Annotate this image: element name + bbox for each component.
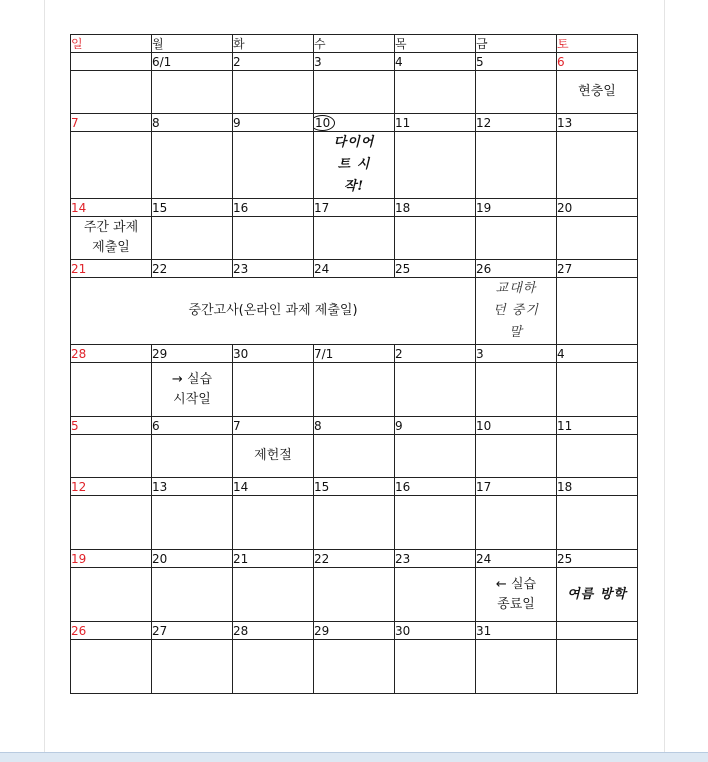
date-cell: 8 (314, 417, 395, 435)
date-cell: 22 (152, 260, 233, 278)
date-cell (71, 53, 152, 71)
date-cell: 17 (476, 478, 557, 496)
date-cell: 4 (395, 53, 476, 71)
event-cell (233, 71, 314, 114)
event-memorial-day: 현충일 (557, 71, 638, 114)
weekday-mon: 월 (152, 35, 233, 53)
event-row (71, 568, 638, 622)
date-row (71, 622, 638, 640)
date-cell: 13 (152, 478, 233, 496)
date-cell: 10 (476, 417, 557, 435)
date-cell: 15 (152, 199, 233, 217)
event-cell (557, 363, 638, 417)
event-cell (233, 217, 314, 260)
event-cell (233, 496, 314, 550)
event-cell (71, 496, 152, 550)
date-cell-circled (314, 114, 395, 132)
date-cell: 4 (557, 345, 638, 363)
date-row (71, 114, 638, 132)
date-cell: 16 (395, 478, 476, 496)
event-row (71, 132, 638, 199)
date-cell: 2 (395, 345, 476, 363)
date-cell: 20 (152, 550, 233, 568)
date-cell: 6 (557, 53, 638, 71)
handwritten-note: 다이어트 시작! (333, 135, 375, 194)
date-cell: 28 (71, 345, 152, 363)
date-row (71, 345, 638, 363)
event-cell (233, 640, 314, 694)
date-cell: 31 (476, 622, 557, 640)
page-margin-right (664, 0, 665, 752)
event-diet-start (314, 132, 395, 199)
event-cell (395, 496, 476, 550)
event-cell (314, 71, 395, 114)
event-row (71, 435, 638, 478)
date-cell: 12 (71, 478, 152, 496)
date-row (71, 199, 638, 217)
event-cell (152, 132, 233, 199)
date-cell: 18 (395, 199, 476, 217)
event-cell (395, 435, 476, 478)
viewer-bottom-bar (0, 752, 708, 762)
date-cell: 23 (233, 260, 314, 278)
event-cell (71, 640, 152, 694)
date-cell: 29 (152, 345, 233, 363)
event-practice-end (476, 568, 557, 622)
weekday-fri: 금 (476, 35, 557, 53)
event-row (71, 278, 638, 345)
date-cell: 30 (233, 345, 314, 363)
date-cell: 25 (395, 260, 476, 278)
event-cell (314, 496, 395, 550)
date-cell: 19 (476, 199, 557, 217)
event-constitution-day: 제헌절 (233, 435, 314, 478)
event-cell (476, 132, 557, 199)
event-handwritten-fri (476, 278, 557, 345)
event-cell (395, 568, 476, 622)
event-cell (557, 132, 638, 199)
event-cell (395, 132, 476, 199)
date-cell: 9 (233, 114, 314, 132)
event-cell (395, 363, 476, 417)
event-cell (557, 496, 638, 550)
event-cell (395, 71, 476, 114)
event-cell (314, 435, 395, 478)
date-cell: 7 (233, 417, 314, 435)
event-cell (314, 640, 395, 694)
date-cell: 12 (476, 114, 557, 132)
date-cell: 30 (395, 622, 476, 640)
date-cell: 23 (395, 550, 476, 568)
date-cell: 25 (557, 550, 638, 568)
page-margin-left (44, 0, 45, 752)
event-cell (152, 568, 233, 622)
event-cell (233, 568, 314, 622)
event-cell (476, 496, 557, 550)
event-cell (395, 640, 476, 694)
date-cell: 21 (71, 260, 152, 278)
event-cell (476, 363, 557, 417)
date-cell: 18 (557, 478, 638, 496)
date-cell: 24 (314, 260, 395, 278)
date-cell: 11 (557, 417, 638, 435)
event-cell (476, 640, 557, 694)
date-cell: 6 (152, 417, 233, 435)
date-cell: 3 (476, 345, 557, 363)
date-cell: 26 (476, 260, 557, 278)
date-cell: 17 (314, 199, 395, 217)
event-weekly-assignment (71, 217, 152, 260)
weekday-thu: 목 (395, 35, 476, 53)
event-text: 주간 과제 제출일 (83, 220, 139, 255)
event-cell (314, 363, 395, 417)
date-cell: 2 (233, 53, 314, 71)
date-cell: 27 (152, 622, 233, 640)
date-cell: 5 (71, 417, 152, 435)
event-cell (557, 435, 638, 478)
event-cell (152, 217, 233, 260)
event-cell (233, 363, 314, 417)
event-cell (71, 71, 152, 114)
weekday-wed: 수 (314, 35, 395, 53)
date-cell (557, 622, 638, 640)
event-row (71, 640, 638, 694)
date-row (71, 417, 638, 435)
date-cell: 14 (233, 478, 314, 496)
event-cell (314, 217, 395, 260)
date-row (71, 550, 638, 568)
date-cell: 9 (395, 417, 476, 435)
event-cell (395, 217, 476, 260)
event-cell (71, 363, 152, 417)
event-cell (476, 217, 557, 260)
event-cell (557, 217, 638, 260)
date-cell: 22 (314, 550, 395, 568)
event-cell (71, 435, 152, 478)
date-row (71, 53, 638, 71)
event-cell (557, 278, 638, 345)
date-cell: 14 (71, 199, 152, 217)
date-cell: 6/1 (152, 53, 233, 71)
event-cell (152, 71, 233, 114)
date-cell: 19 (71, 550, 152, 568)
date-cell: 26 (71, 622, 152, 640)
date-cell: 13 (557, 114, 638, 132)
event-row (71, 363, 638, 417)
event-cell (152, 640, 233, 694)
date-cell: 16 (233, 199, 314, 217)
date-cell: 5 (476, 53, 557, 71)
event-row (71, 217, 638, 260)
date-cell: 15 (314, 478, 395, 496)
date-cell: 28 (233, 622, 314, 640)
circled-date: 10 (314, 115, 336, 131)
event-row (71, 496, 638, 550)
date-cell: 3 (314, 53, 395, 71)
date-cell: 21 (233, 550, 314, 568)
event-cell (152, 496, 233, 550)
event-cell (476, 71, 557, 114)
event-row (71, 71, 638, 114)
date-row (71, 478, 638, 496)
event-text: → 실습 시작일 (171, 371, 213, 407)
weekday-header-row (71, 35, 638, 53)
date-row (71, 260, 638, 278)
event-text: ← 실습 종료일 (495, 576, 537, 612)
event-cell (557, 640, 638, 694)
weekday-sat: 토 (557, 35, 638, 53)
event-cell (71, 132, 152, 199)
date-cell: 24 (476, 550, 557, 568)
weekday-tue: 화 (233, 35, 314, 53)
event-cell (71, 568, 152, 622)
date-cell: 7/1 (314, 345, 395, 363)
event-cell (233, 132, 314, 199)
date-cell: 27 (557, 260, 638, 278)
date-cell: 7 (71, 114, 152, 132)
date-cell: 20 (557, 199, 638, 217)
event-practice-start (152, 363, 233, 417)
date-cell: 29 (314, 622, 395, 640)
handwritten-note: 교대하던 중기말 (493, 281, 539, 340)
calendar-table (70, 34, 638, 694)
event-cell (152, 435, 233, 478)
weekday-sun: 일 (71, 35, 152, 53)
event-cell (314, 568, 395, 622)
event-midterm-span: 중간고사(온라인 과제 제출일) (71, 278, 476, 345)
event-summer-break: 여름 방학 (557, 568, 638, 622)
date-cell: 8 (152, 114, 233, 132)
date-cell: 11 (395, 114, 476, 132)
event-cell (476, 435, 557, 478)
